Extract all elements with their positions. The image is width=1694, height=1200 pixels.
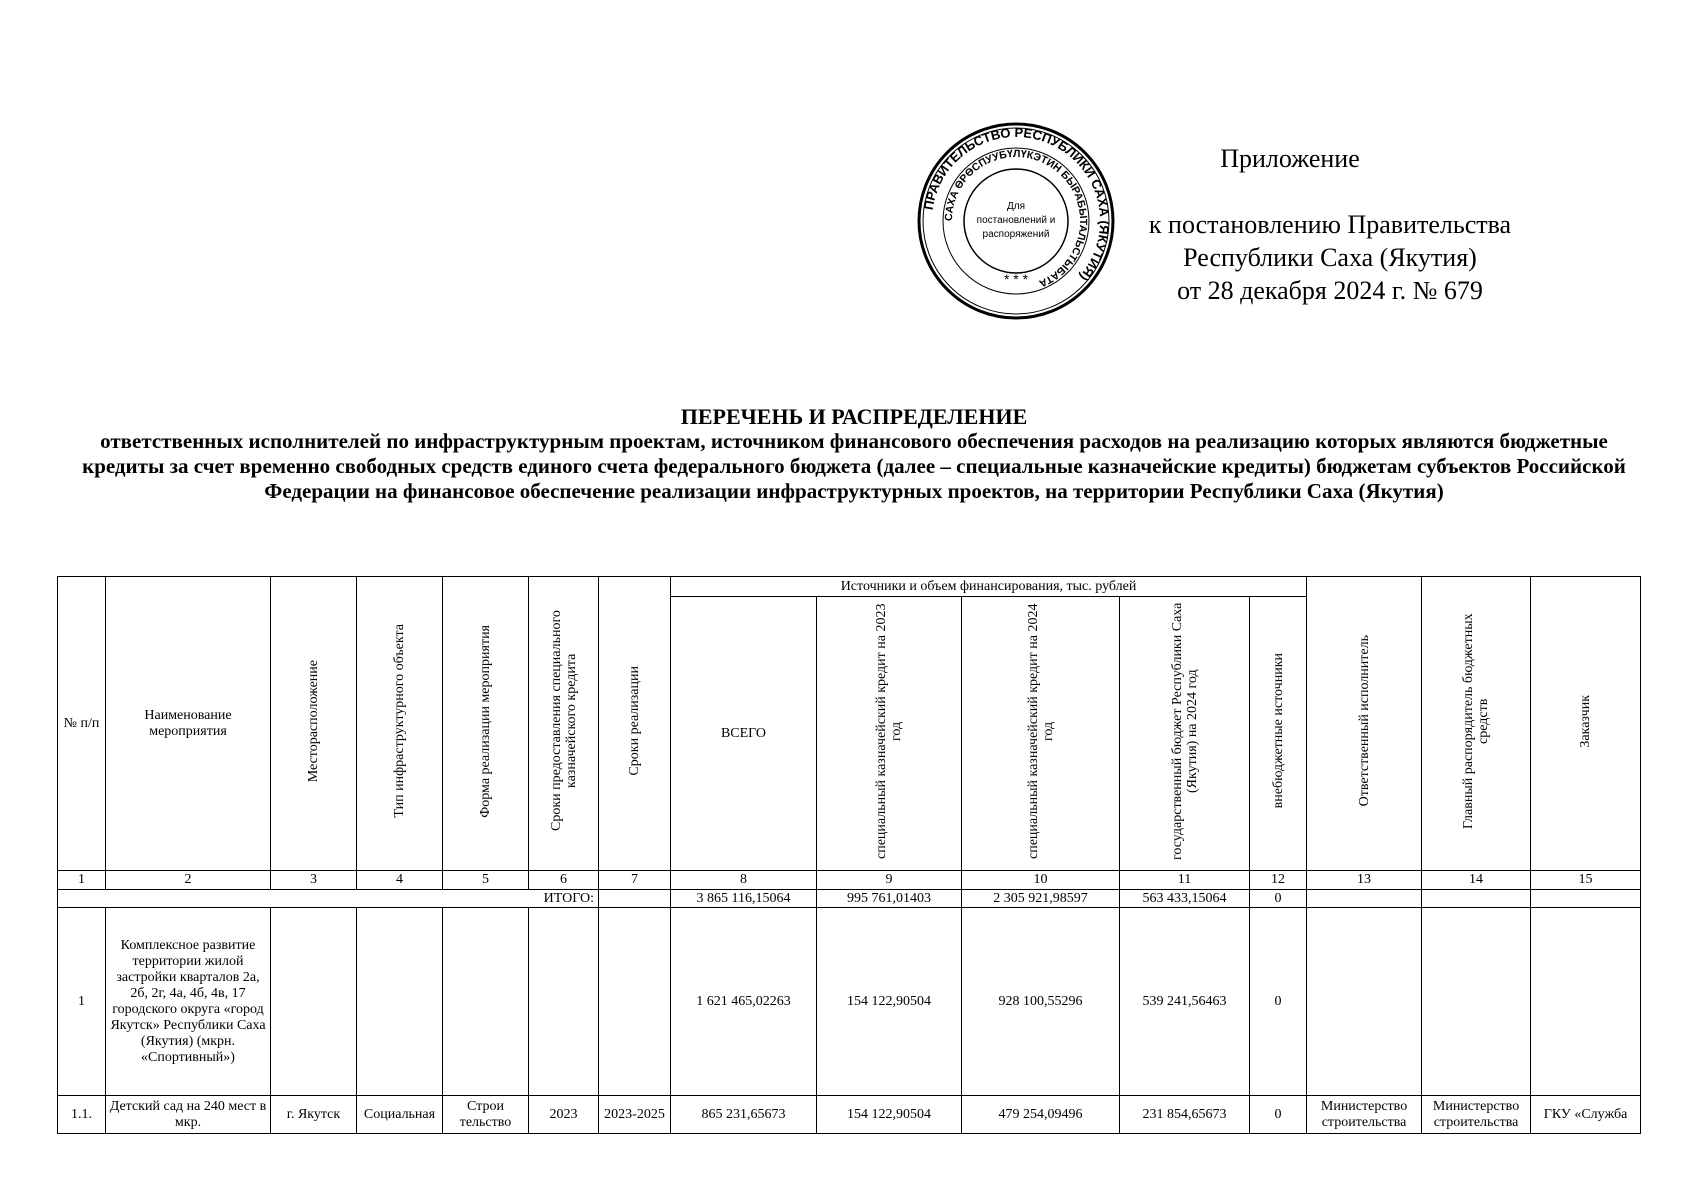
column-number: 2	[106, 871, 271, 890]
appendix-line2: Республики Саха (Якутия)	[1183, 243, 1477, 272]
seal-center-line2: постановлений и	[976, 215, 1056, 226]
row-num: 1	[58, 908, 106, 1096]
column-number: 7	[599, 871, 671, 890]
row-credit2024: 928 100,55296	[962, 908, 1120, 1096]
row-state-budget: 539 241,56463	[1120, 908, 1250, 1096]
header-credit2023: специальный казначейский кредит на 2023 год	[817, 597, 962, 871]
column-number: 14	[1422, 871, 1531, 890]
row-credit-terms: 2023	[529, 1096, 599, 1134]
document-heading	[60, 404, 1648, 504]
column-number: 15	[1531, 871, 1641, 890]
row-executor	[1307, 908, 1422, 1096]
row-credit2023: 154 122,90504	[817, 1096, 962, 1134]
header-location: Месторасположение	[271, 577, 357, 871]
row-customer: ГКУ «Служба	[1531, 1096, 1641, 1134]
seal-stars: * * *	[1003, 271, 1029, 287]
column-numbers-row	[58, 871, 1641, 890]
row-form: Строи тельство	[443, 1096, 529, 1134]
row-manager	[1422, 908, 1531, 1096]
total-state-budget: 563 433,15064	[1120, 890, 1250, 908]
row-extra-budget: 0	[1250, 1096, 1307, 1134]
document-title: ПЕРЕЧЕНЬ И РАСПРЕДЕЛЕНИЕ	[680, 404, 1028, 429]
header-manager: Главный распорядитель бюджетных средств	[1422, 577, 1531, 871]
total-row	[58, 890, 1641, 908]
row-location: г. Якутск	[271, 1096, 357, 1134]
row-credit2024: 479 254,09496	[962, 1096, 1120, 1134]
column-number: 4	[357, 871, 443, 890]
row-name: Детский сад на 240 мест в мкр.	[106, 1096, 271, 1134]
header-num: № п/п	[58, 577, 106, 871]
row-terms: 2023-2025	[599, 1096, 671, 1134]
header-customer: Заказчик	[1531, 577, 1641, 871]
column-number: 5	[443, 871, 529, 890]
column-number: 6	[529, 871, 599, 890]
column-number: 8	[671, 871, 817, 890]
row-extra-budget: 0	[1250, 908, 1307, 1096]
row-total: 865 231,65673	[671, 1096, 817, 1134]
appendix-title: Приложение	[1220, 144, 1360, 173]
seal-center-line3: распоряжений	[982, 229, 1050, 240]
column-number: 1	[58, 871, 106, 890]
header-total: ВСЕГО	[671, 597, 817, 871]
row-terms	[599, 908, 671, 1096]
total-label: ИТОГО:	[58, 890, 599, 908]
row-form	[443, 908, 529, 1096]
appendix-line1: к постановлению Правительства	[1148, 210, 1512, 239]
total-sum: 3 865 116,15064	[671, 890, 817, 908]
header-executor: Ответственный исполнитель	[1307, 577, 1422, 871]
appendix-line3: от 28 декабря 2024 г. № 679	[1177, 276, 1483, 305]
table-row	[58, 1096, 1641, 1134]
column-number: 11	[1120, 871, 1250, 890]
header-funding-group: Источники и объем финансирования, тыс. рублей	[671, 577, 1307, 597]
column-number: 9	[817, 871, 962, 890]
row-total: 1 621 465,02263	[671, 908, 817, 1096]
table-row	[58, 908, 1641, 1096]
column-number: 12	[1250, 871, 1307, 890]
total-terms-cell	[599, 890, 671, 908]
row-customer	[1531, 908, 1641, 1096]
row-num: 1.1.	[58, 1096, 106, 1134]
header-extra-budget: внебюджетные источники	[1250, 597, 1307, 871]
column-number: 13	[1307, 871, 1422, 890]
total-extra-budget: 0	[1250, 890, 1307, 908]
total-credit2024: 2 305 921,98597	[962, 890, 1120, 908]
header-name: Наименование мероприятия	[106, 577, 271, 871]
total-executor	[1307, 890, 1422, 908]
column-number: 3	[271, 871, 357, 890]
header-form: Форма реализации мероприятия	[443, 577, 529, 871]
row-type	[357, 908, 443, 1096]
row-credit-terms	[529, 908, 599, 1096]
row-state-budget: 231 854,65673	[1120, 1096, 1250, 1134]
header-credit2024: специальный казначейский кредит на 2024 год	[962, 597, 1120, 871]
header-credit-terms: Сроки предоставления специального казначейского кредита	[529, 577, 599, 871]
row-name: Комплексное развитие территории жилой застройки кварталов 2а, 2б, 2г, 4а, 4б, 4в, 17 городского округа «город Якутск» Республики Саха (Якутия) (мкрн. «Спортивный»)	[106, 908, 271, 1096]
seal-outer-text: ПРАВИТЕЛЬСТВО РЕСПУБЛИКИ САХА (ЯКУТИЯ)	[920, 124, 1113, 285]
total-credit2023: 995 761,01403	[817, 890, 962, 908]
row-credit2023: 154 122,90504	[817, 908, 962, 1096]
row-manager: Министерство строительства	[1422, 1096, 1531, 1134]
header-state-budget: государственный бюджет Республики Саха (Якутия) на 2024 год	[1120, 597, 1250, 871]
seal-inner-text: САХА ӨРӨСПУУБҮЛҮКЭТИН БЫРАБЫТАЛЬСТЫБАТА	[942, 147, 1090, 290]
total-customer	[1531, 890, 1641, 908]
column-number: 10	[962, 871, 1120, 890]
projects-table	[57, 576, 1641, 1134]
header-type: Тип инфраструктурного объекта	[357, 577, 443, 871]
total-manager	[1422, 890, 1531, 908]
seal-center-line1: Для	[1006, 201, 1026, 212]
row-executor: Министерство строительства	[1307, 1096, 1422, 1134]
row-location	[271, 908, 357, 1096]
row-type: Социальная	[357, 1096, 443, 1134]
document-subtitle: ответственных исполнителей по инфраструктурным проектам, источником финансового обеспечения расходов на реализацию которых являются бюджетные кредиты за счет временно свободных средств единого счета федерального бюджета (далее – специальные казначейские кредиты) бюджетам субъектов Российской Федерации на финансовое обеспечение реализации инфраструктурных проектов, на территории Республики Саха (Якутия)	[82, 429, 1626, 503]
header-terms: Сроки реализации	[599, 577, 671, 871]
